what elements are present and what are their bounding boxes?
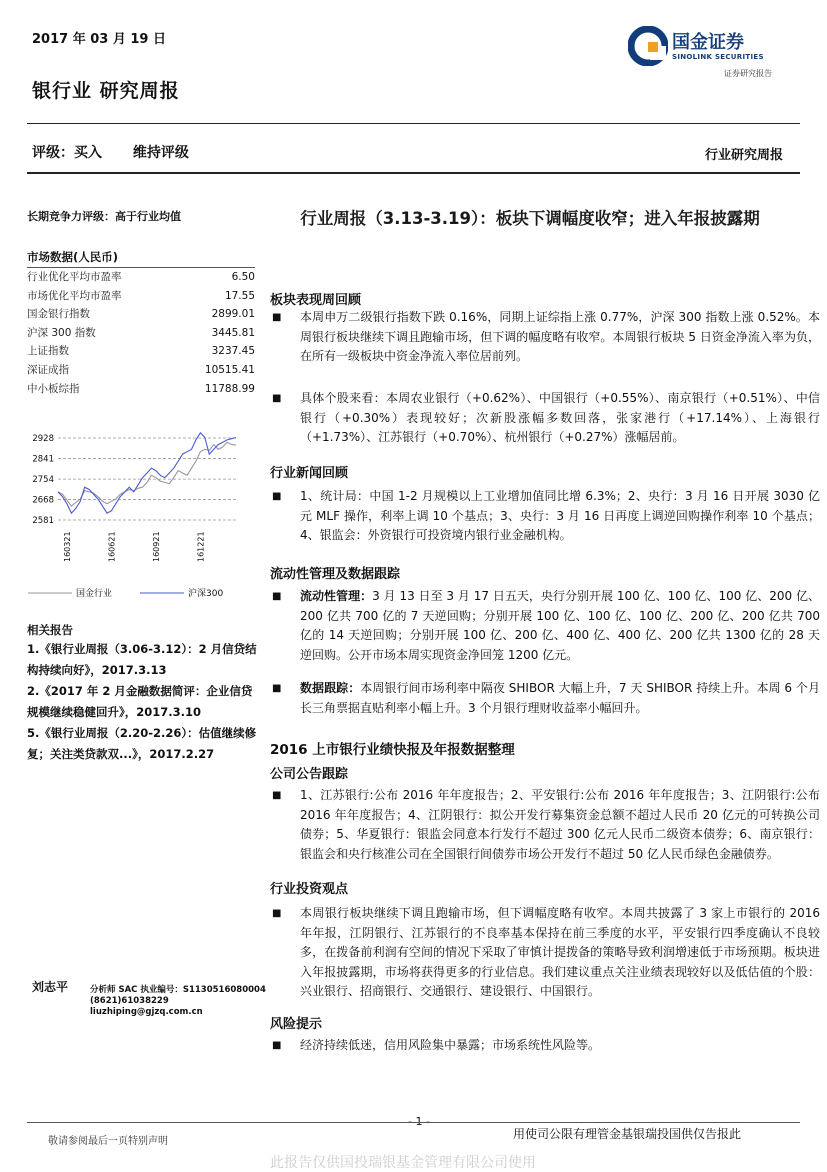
report-category-title: 银行业 研究周报 <box>32 80 180 102</box>
index-chart <box>20 412 250 607</box>
analyst-name: 刘志平 <box>32 980 69 994</box>
chart-x-tick-label: 160921 <box>151 531 161 562</box>
section-title: 公司公告跟踪 <box>270 767 349 782</box>
chart-legend-label: 沪深300 <box>188 589 224 599</box>
logo-subtitle: 证券研究报告 <box>724 69 772 78</box>
logo-name: 国金证券 <box>672 32 744 53</box>
disclaimer-note: 敬请参阅最后一页特别声明 <box>48 1136 168 1147</box>
bullet-paragraph: ■ 具体个股来看：本周农业银行（+0.62%）、中国银行（+0.55%）、南京银行（+0.51%）、中信银行（+0.30%）表现较好；次新股涨幅多数回落，张家港行（+17.14%）、上海银行（+1.73%）、江苏银行（+0.70%）、杭州银行（+0.27%）涨幅居前。 <box>272 391 820 444</box>
article-title: 行业周报（3.13-3.19）：板块下调幅度收窄；进入年报披露期 <box>300 209 760 228</box>
related-reports-title: 相关报告 <box>27 623 73 637</box>
bullet-paragraph: ■ 流动性管理：3 月 13 日至 3 月 17 日五天，央行分别开展 100 亿、100 亿、100 亿、200 亿、200 亿共 700 亿的 7 天逆回购；分别开展 100 亿、100 亿、100 亿、200 亿、200 亿共 700 亿的 14 天逆回购；分别开展 100 亿、200 亿、400 亿、400 亿、200 亿共 1300 亿的 28 天逆回购。公开市场本周实现资金净回笼 1200 亿元。 <box>272 589 820 662</box>
chart-x-tick-label: 160321 <box>62 531 72 562</box>
bullet-paragraph: ■ 本周申万二级银行指数下跌 0.16%，同期上证综指上涨 0.77%，沪深 300 指数上涨 0.52%。本周银行板块继续下调且跑输市场，但下调的幅度略有收窄。本周银行板块 5 日资金净流入率为负，在所有一级板块中资金净流入率位居前列。 <box>272 310 820 363</box>
related-report-item[interactable]: 2.《2017 年 2 月金融数据简评：企业信贷规模继续稳健回升》，2017.3.10 <box>27 684 253 719</box>
rating-action: 维持评级 <box>132 145 189 161</box>
analyst-email[interactable]: liuzhiping@gjzq.com.cn <box>90 1007 203 1017</box>
chart-y-tick-label: 2581 <box>32 516 54 526</box>
chart-y-tick-label: 2668 <box>32 495 54 506</box>
section-title: 行业投资观点 <box>270 882 349 897</box>
chart-x-tick-label: 161221 <box>196 531 206 562</box>
market-row: 国金银行指数 2899.01 <box>27 308 255 321</box>
bullet-square-icon: ■ <box>272 908 282 919</box>
bullet-paragraph: ■ 经济持续低迷，信用风险集中暴露；市场系统性风险等。 <box>270 1036 820 1056</box>
logo-mark-icon <box>628 26 668 66</box>
chart-series-line <box>58 433 236 513</box>
bullet-square-icon: ■ <box>272 591 282 602</box>
bullet-square-icon: ■ <box>272 790 282 801</box>
chart-y-tick-label: 2928 <box>32 434 54 444</box>
section-title-major: 2016 上市银行业绩快报及年报数据整理 <box>270 742 515 758</box>
related-report-item[interactable]: 5.《银行业周报（2.20-2.26）：估值继续修复；关注类贷款双...》，2017.2.27 <box>27 726 257 761</box>
market-data-table <box>27 267 255 398</box>
analyst-phone: (8621)61038229 <box>90 996 169 1006</box>
section-title: 板块表现周回顾 <box>270 293 362 308</box>
chart-x-tick-label: 160621 <box>107 531 117 562</box>
footer-notice: 用使司公限有理管金基银瑞投国供仅告报此 <box>513 1127 742 1141</box>
bullet-paragraph: ■ 1、统计局：中国 1-2 月规模以上工业增加值同比增 6.3%；2、央行：3 月 16 日开展 3030 亿元 MLF 操作，利率上调 10 个基点；3、央行：3 月 16 日再度上调逆回购操作利率 10 个基点；4、银监会：外资银行可投资境内银行业金融机构。 <box>272 489 820 542</box>
chart-y-tick-label: 2754 <box>32 475 54 486</box>
market-row: 行业优化平均市盈率 6.50 <box>27 271 255 283</box>
report-type: 行业研究周报 <box>704 148 783 163</box>
section-title: 流动性管理及数据跟踪 <box>270 567 401 582</box>
company-logo <box>628 26 668 66</box>
market-data-title: 市场数据(人民币) <box>27 250 119 264</box>
chart-legend-label: 国金行业 <box>76 589 113 599</box>
market-row: 市场优化平均市盈率 17.55 <box>27 289 255 302</box>
bullet-paragraph: ■ 本周银行板块继续下调且跑输市场，但下调幅度略有收窄。本周共披露了 3 家上市银行的 2016 年年报，江阴银行、江苏银行的不良率基本保持在前三季度的水平，平安银行四季度确认不良较多，在拨备前利润有空间的情况下采取了审慎计提拨备的策略导致利润增速低于市场预期。板块进入年报披露期，市场将获得更多的行业信息。我们建议重点关注业绩表现较好以及低估值的个股：兴业银行、招商银行、交通银行、建设银行、中国银行。 <box>272 906 820 998</box>
related-report-item[interactable]: 1.《银行业周报（3.06-3.12）：2 月信贷结构持续向好》，2017.3.13 <box>27 642 257 677</box>
section-title: 风险提示 <box>270 1017 323 1032</box>
bullet-paragraph: ■ 数据跟踪：本周银行间市场利率中隔夜 SHIBOR 大幅上升，7 天 SHIBOR 持续上升。本周 6 个月长三角票据直贴利率小幅上升。3 个月银行理财收益率小幅回升。 <box>272 681 820 715</box>
watermark: 此报告仅供国投瑞银基金管理有限公司使用 <box>270 1155 536 1171</box>
chart-y-tick-label: 2841 <box>32 454 54 465</box>
rating: 评级：买入 <box>32 145 102 161</box>
footer-divider <box>27 1122 800 1123</box>
report-date: 2017 年 03 月 19 日 <box>32 32 166 47</box>
market-row: 沪深 300 指数 3445.81 <box>27 326 255 339</box>
bullet-paragraph: ■ 1、江苏银行:公布 2016 年年度报告；2、平安银行:公布 2016 年年度报告；3、江阴银行:公布 2016 年年度报告；4、江阴银行：拟公开发行募集资金总额不超过人民币 20 亿元的可转换公司债券；5、华夏银行：银监会同意本行发行不超过 300 亿元人民币二级资本债券；6、南京银行：银监会和央行核准公司在全国银行间债券市场公开发行不超过 50 亿人民币绿色金融债券。 <box>272 788 820 861</box>
bullet-square-icon: ■ <box>272 312 282 323</box>
rating-divider <box>27 172 800 174</box>
analyst-sac: 分析师 SAC 执业编号：S1130516080004 <box>90 985 266 995</box>
bullet-square-icon: ■ <box>272 683 282 694</box>
section-title: 行业新闻回顾 <box>270 466 349 481</box>
rating-line <box>32 142 215 162</box>
bullet-square-icon: ■ <box>272 1040 282 1051</box>
page-number: - 1 - <box>408 1115 430 1128</box>
long-term-rating: 长期竞争力评级：高于行业均值 <box>27 210 181 223</box>
analyst-info <box>90 985 266 1018</box>
market-row: 深证成指 10515.41 <box>27 363 255 376</box>
related-reports <box>27 639 259 765</box>
market-row: 上证指数 3237.45 <box>27 345 255 358</box>
header-divider <box>27 123 800 124</box>
chart-series-line <box>58 442 236 506</box>
bullet-square-icon: ■ <box>272 491 282 502</box>
bullet-square-icon: ■ <box>272 393 282 404</box>
market-row: 中小板综指 11788.99 <box>27 382 255 395</box>
logo-english: SINOLINK SECURITIES <box>672 53 764 61</box>
